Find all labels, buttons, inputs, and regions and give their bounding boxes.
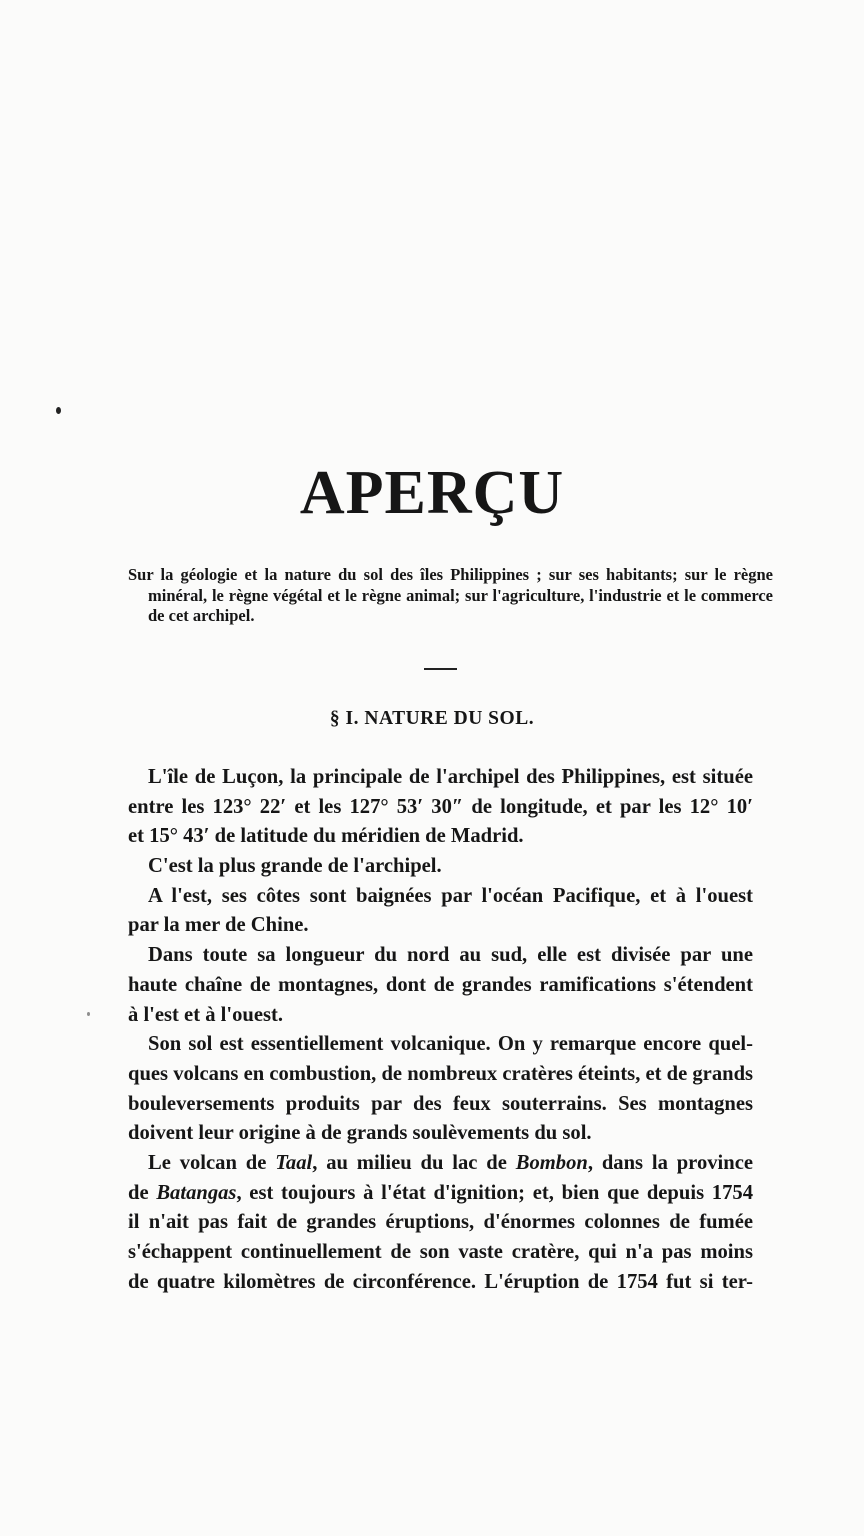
text-line: il n'ait pas fait de grandes éruptions, d'énormes colonnes de fumée xyxy=(128,1211,753,1234)
text-line: à l'est et à l'ouest. xyxy=(128,1003,283,1026)
text-line: A l'est, ses côtes sont baignées par l'océan Pacifique, et à l'ouest xyxy=(148,884,753,907)
text-line: bouleversements produits par des feux souterrains. Ses montagnes xyxy=(128,1092,753,1115)
page-title: APERÇU xyxy=(299,459,565,527)
scan-speck xyxy=(87,1012,90,1016)
text-line: ques volcans en combustion, de nombreux cratères éteints, et de grands xyxy=(128,1062,754,1085)
text-line: entre les 123° 22′ et les 127° 53′ 30″ de longitude, et par les 12° 10′ xyxy=(128,795,753,818)
text-line: de quatre kilomètres de circonférence. L'éruption de 1754 fut si ter- xyxy=(128,1270,753,1293)
text-line: s'échappent continuellement de son vaste cratère, qui n'a pas moins xyxy=(128,1241,753,1263)
text-line: doivent leur origine à de grands soulèvements du sol. xyxy=(128,1122,592,1145)
text-line: Dans toute sa longueur du nord au sud, elle est divisée par une xyxy=(148,944,753,967)
section-heading: § I. NATURE DU SOL. xyxy=(329,708,535,729)
scan-speck xyxy=(56,407,61,414)
text-line: de Batangas, est toujours à l'état d'ignition; et, bien que depuis 1754 xyxy=(128,1181,753,1204)
text-line: par la mer de Chine. xyxy=(128,914,309,937)
text-line: L'île de Luçon, la principale de l'archipel des Philippines, est située xyxy=(148,766,753,788)
section-divider xyxy=(424,668,457,670)
text-line: Son sol est essentiellement volcanique. On y remarque encore quel- xyxy=(148,1033,753,1056)
chapter-summary: Sur la géologie et la nature du sol des îles Philippines ; sur ses habitants; sur le règne minéral, le règne végétal et le règne animal; sur l'agriculture, l'industrie et le commerce de cet archipel. xyxy=(128,565,773,625)
text-line: C'est la plus grande de l'archipel. xyxy=(148,855,442,878)
body-text xyxy=(128,763,753,1297)
text-line: Le volcan de Taal, au milieu du lac de Bombon, dans la province xyxy=(148,1151,753,1174)
text-line: haute chaîne de montagnes, dont de grandes ramifications s'étendent xyxy=(128,973,753,996)
text-line: et 15° 43′ de latitude du méridien de Madrid. xyxy=(128,825,524,848)
